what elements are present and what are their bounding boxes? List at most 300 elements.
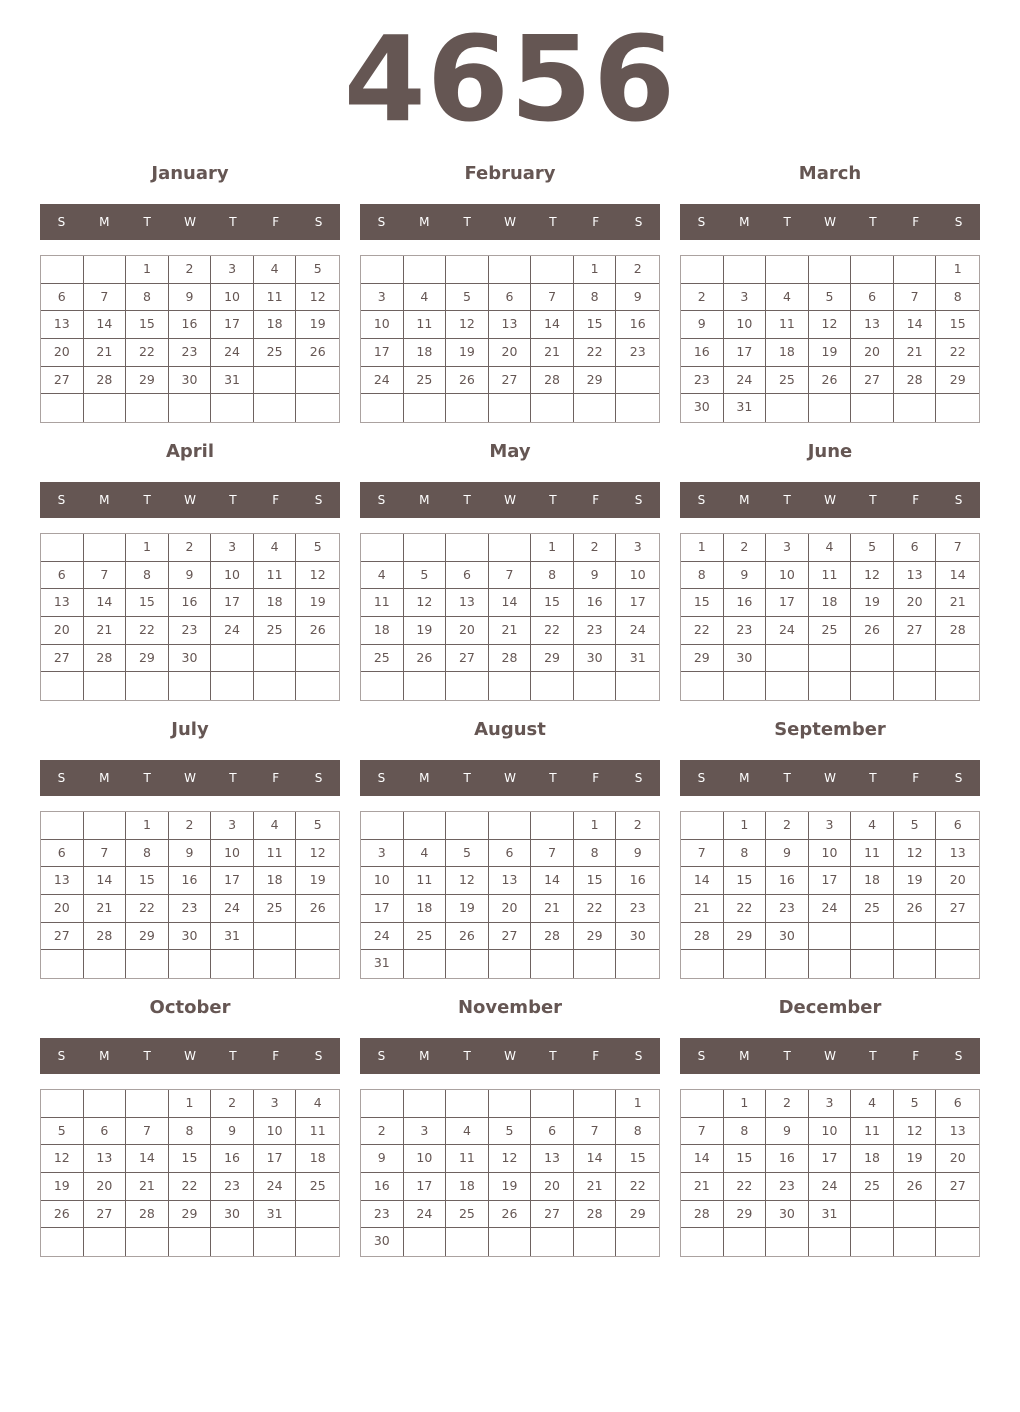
day-cell[interactable]: 8 (724, 840, 767, 868)
day-cell[interactable]: 17 (616, 589, 659, 617)
day-cell[interactable]: 2 (766, 1090, 809, 1118)
day-cell[interactable]: 2 (169, 534, 212, 562)
day-cell[interactable]: 27 (851, 367, 894, 395)
day-cell[interactable]: 25 (851, 895, 894, 923)
day-cell[interactable]: 28 (84, 367, 127, 395)
day-cell[interactable]: 5 (296, 812, 339, 840)
day-cell[interactable]: 10 (254, 1118, 297, 1146)
day-cell[interactable]: 26 (41, 1201, 84, 1229)
day-cell[interactable]: 26 (296, 617, 339, 645)
day-cell[interactable]: 22 (724, 895, 767, 923)
day-cell[interactable]: 12 (894, 1118, 937, 1146)
day-cell[interactable]: 28 (489, 645, 532, 673)
day-cell[interactable]: 10 (809, 840, 852, 868)
day-cell[interactable]: 15 (681, 589, 724, 617)
day-cell[interactable]: 8 (574, 284, 617, 312)
day-cell[interactable]: 2 (616, 812, 659, 840)
day-cell[interactable]: 29 (126, 367, 169, 395)
day-cell[interactable]: 30 (766, 1201, 809, 1229)
day-cell[interactable]: 23 (211, 1173, 254, 1201)
day-cell[interactable]: 26 (489, 1201, 532, 1229)
day-cell[interactable]: 6 (851, 284, 894, 312)
day-cell[interactable]: 20 (84, 1173, 127, 1201)
day-cell[interactable]: 7 (84, 284, 127, 312)
day-cell[interactable]: 26 (296, 339, 339, 367)
day-cell[interactable]: 21 (531, 895, 574, 923)
day-cell[interactable]: 17 (809, 1145, 852, 1173)
day-cell[interactable]: 25 (254, 617, 297, 645)
day-cell[interactable]: 17 (766, 589, 809, 617)
day-cell[interactable]: 12 (809, 311, 852, 339)
day-cell[interactable]: 19 (296, 589, 339, 617)
day-cell[interactable]: 1 (616, 1090, 659, 1118)
day-cell[interactable]: 9 (169, 562, 212, 590)
day-cell[interactable]: 4 (851, 1090, 894, 1118)
day-cell[interactable]: 7 (84, 840, 127, 868)
day-cell[interactable]: 29 (724, 1201, 767, 1229)
day-cell[interactable]: 24 (809, 895, 852, 923)
day-cell[interactable]: 17 (211, 867, 254, 895)
day-cell[interactable]: 9 (169, 284, 212, 312)
day-cell[interactable]: 8 (616, 1118, 659, 1146)
day-cell[interactable]: 13 (41, 589, 84, 617)
day-cell[interactable]: 3 (404, 1118, 447, 1146)
day-cell[interactable]: 5 (809, 284, 852, 312)
day-cell[interactable]: 22 (936, 339, 979, 367)
day-cell[interactable]: 1 (126, 534, 169, 562)
day-cell[interactable]: 24 (211, 895, 254, 923)
day-cell[interactable]: 11 (404, 867, 447, 895)
day-cell[interactable]: 11 (254, 840, 297, 868)
day-cell[interactable]: 18 (296, 1145, 339, 1173)
day-cell[interactable]: 16 (169, 589, 212, 617)
day-cell[interactable]: 1 (681, 534, 724, 562)
day-cell[interactable]: 16 (724, 589, 767, 617)
day-cell[interactable]: 11 (361, 589, 404, 617)
day-cell[interactable]: 27 (41, 367, 84, 395)
day-cell[interactable]: 10 (361, 311, 404, 339)
day-cell[interactable]: 19 (296, 311, 339, 339)
day-cell[interactable]: 5 (404, 562, 447, 590)
day-cell[interactable]: 10 (211, 284, 254, 312)
day-cell[interactable]: 30 (574, 645, 617, 673)
day-cell[interactable]: 24 (361, 367, 404, 395)
day-cell[interactable]: 24 (211, 617, 254, 645)
day-cell[interactable]: 15 (616, 1145, 659, 1173)
day-cell[interactable]: 1 (126, 256, 169, 284)
day-cell[interactable]: 12 (489, 1145, 532, 1173)
day-cell[interactable]: 9 (211, 1118, 254, 1146)
day-cell[interactable]: 8 (126, 562, 169, 590)
day-cell[interactable]: 30 (361, 1228, 404, 1256)
day-cell[interactable]: 12 (894, 840, 937, 868)
day-cell[interactable]: 31 (211, 923, 254, 951)
day-cell[interactable]: 28 (936, 617, 979, 645)
day-cell[interactable]: 2 (724, 534, 767, 562)
day-cell[interactable]: 11 (809, 562, 852, 590)
day-cell[interactable]: 16 (169, 311, 212, 339)
day-cell[interactable]: 7 (84, 562, 127, 590)
day-cell[interactable]: 9 (766, 1118, 809, 1146)
day-cell[interactable]: 3 (361, 284, 404, 312)
day-cell[interactable]: 10 (211, 562, 254, 590)
day-cell[interactable]: 4 (254, 256, 297, 284)
day-cell[interactable]: 30 (616, 923, 659, 951)
day-cell[interactable]: 30 (169, 923, 212, 951)
day-cell[interactable]: 6 (489, 840, 532, 868)
day-cell[interactable]: 16 (766, 867, 809, 895)
day-cell[interactable]: 18 (446, 1173, 489, 1201)
day-cell[interactable]: 23 (574, 617, 617, 645)
day-cell[interactable]: 14 (531, 867, 574, 895)
day-cell[interactable]: 29 (681, 645, 724, 673)
day-cell[interactable]: 13 (446, 589, 489, 617)
day-cell[interactable]: 12 (296, 562, 339, 590)
day-cell[interactable]: 24 (616, 617, 659, 645)
day-cell[interactable]: 28 (681, 1201, 724, 1229)
day-cell[interactable]: 6 (489, 284, 532, 312)
day-cell[interactable]: 2 (169, 812, 212, 840)
day-cell[interactable]: 16 (616, 867, 659, 895)
day-cell[interactable]: 21 (681, 895, 724, 923)
day-cell[interactable]: 20 (446, 617, 489, 645)
day-cell[interactable]: 13 (41, 867, 84, 895)
day-cell[interactable]: 28 (894, 367, 937, 395)
day-cell[interactable]: 20 (41, 617, 84, 645)
day-cell[interactable]: 2 (574, 534, 617, 562)
day-cell[interactable]: 15 (724, 867, 767, 895)
day-cell[interactable]: 3 (211, 812, 254, 840)
day-cell[interactable]: 14 (531, 311, 574, 339)
day-cell[interactable]: 25 (361, 645, 404, 673)
day-cell[interactable]: 29 (126, 923, 169, 951)
day-cell[interactable]: 18 (809, 589, 852, 617)
day-cell[interactable]: 19 (894, 1145, 937, 1173)
day-cell[interactable]: 2 (766, 812, 809, 840)
day-cell[interactable]: 20 (936, 867, 979, 895)
day-cell[interactable]: 5 (894, 812, 937, 840)
day-cell[interactable]: 12 (404, 589, 447, 617)
day-cell[interactable]: 20 (489, 339, 532, 367)
day-cell[interactable]: 28 (126, 1201, 169, 1229)
day-cell[interactable]: 22 (724, 1173, 767, 1201)
day-cell[interactable]: 26 (446, 923, 489, 951)
day-cell[interactable]: 17 (211, 311, 254, 339)
day-cell[interactable]: 30 (211, 1201, 254, 1229)
day-cell[interactable]: 29 (724, 923, 767, 951)
day-cell[interactable]: 16 (616, 311, 659, 339)
day-cell[interactable]: 3 (809, 812, 852, 840)
day-cell[interactable]: 25 (254, 339, 297, 367)
day-cell[interactable]: 25 (766, 367, 809, 395)
day-cell[interactable]: 9 (169, 840, 212, 868)
day-cell[interactable]: 24 (254, 1173, 297, 1201)
day-cell[interactable]: 26 (809, 367, 852, 395)
day-cell[interactable]: 25 (404, 923, 447, 951)
day-cell[interactable]: 25 (296, 1173, 339, 1201)
day-cell[interactable]: 8 (126, 840, 169, 868)
day-cell[interactable]: 22 (169, 1173, 212, 1201)
day-cell[interactable]: 29 (531, 645, 574, 673)
day-cell[interactable]: 22 (574, 339, 617, 367)
day-cell[interactable]: 19 (41, 1173, 84, 1201)
day-cell[interactable]: 11 (851, 1118, 894, 1146)
day-cell[interactable]: 17 (361, 339, 404, 367)
day-cell[interactable]: 2 (616, 256, 659, 284)
day-cell[interactable]: 22 (681, 617, 724, 645)
day-cell[interactable]: 10 (766, 562, 809, 590)
day-cell[interactable]: 1 (724, 812, 767, 840)
day-cell[interactable]: 17 (404, 1173, 447, 1201)
day-cell[interactable]: 4 (809, 534, 852, 562)
day-cell[interactable]: 18 (851, 1145, 894, 1173)
day-cell[interactable]: 23 (681, 367, 724, 395)
day-cell[interactable]: 28 (531, 923, 574, 951)
day-cell[interactable]: 23 (361, 1201, 404, 1229)
day-cell[interactable]: 3 (724, 284, 767, 312)
day-cell[interactable]: 3 (361, 840, 404, 868)
day-cell[interactable]: 5 (296, 534, 339, 562)
day-cell[interactable]: 17 (724, 339, 767, 367)
day-cell[interactable]: 12 (446, 311, 489, 339)
day-cell[interactable]: 18 (254, 589, 297, 617)
day-cell[interactable]: 14 (681, 867, 724, 895)
day-cell[interactable]: 30 (766, 923, 809, 951)
day-cell[interactable]: 17 (809, 867, 852, 895)
day-cell[interactable]: 6 (894, 534, 937, 562)
day-cell[interactable]: 23 (724, 617, 767, 645)
day-cell[interactable]: 19 (851, 589, 894, 617)
day-cell[interactable]: 14 (84, 589, 127, 617)
day-cell[interactable]: 7 (681, 1118, 724, 1146)
day-cell[interactable]: 6 (84, 1118, 127, 1146)
day-cell[interactable]: 26 (446, 367, 489, 395)
day-cell[interactable]: 7 (894, 284, 937, 312)
day-cell[interactable]: 28 (574, 1201, 617, 1229)
day-cell[interactable]: 2 (681, 284, 724, 312)
day-cell[interactable]: 29 (126, 645, 169, 673)
day-cell[interactable]: 1 (531, 534, 574, 562)
day-cell[interactable]: 4 (404, 284, 447, 312)
day-cell[interactable]: 3 (616, 534, 659, 562)
day-cell[interactable]: 11 (404, 311, 447, 339)
day-cell[interactable]: 13 (936, 840, 979, 868)
day-cell[interactable]: 17 (211, 589, 254, 617)
day-cell[interactable]: 20 (41, 895, 84, 923)
day-cell[interactable]: 22 (126, 895, 169, 923)
day-cell[interactable]: 27 (41, 645, 84, 673)
day-cell[interactable]: 14 (489, 589, 532, 617)
day-cell[interactable]: 19 (446, 895, 489, 923)
day-cell[interactable]: 28 (84, 923, 127, 951)
day-cell[interactable]: 24 (724, 367, 767, 395)
day-cell[interactable]: 7 (531, 840, 574, 868)
day-cell[interactable]: 8 (724, 1118, 767, 1146)
day-cell[interactable]: 31 (211, 367, 254, 395)
day-cell[interactable]: 6 (41, 562, 84, 590)
day-cell[interactable]: 27 (531, 1201, 574, 1229)
day-cell[interactable]: 30 (724, 645, 767, 673)
day-cell[interactable]: 5 (489, 1118, 532, 1146)
day-cell[interactable]: 18 (254, 311, 297, 339)
day-cell[interactable]: 21 (574, 1173, 617, 1201)
day-cell[interactable]: 16 (211, 1145, 254, 1173)
day-cell[interactable]: 20 (894, 589, 937, 617)
day-cell[interactable]: 20 (936, 1145, 979, 1173)
day-cell[interactable]: 12 (446, 867, 489, 895)
day-cell[interactable]: 4 (446, 1118, 489, 1146)
day-cell[interactable]: 15 (126, 867, 169, 895)
day-cell[interactable]: 6 (41, 840, 84, 868)
day-cell[interactable]: 21 (936, 589, 979, 617)
day-cell[interactable]: 31 (724, 394, 767, 422)
day-cell[interactable]: 9 (766, 840, 809, 868)
day-cell[interactable]: 27 (489, 367, 532, 395)
day-cell[interactable]: 13 (894, 562, 937, 590)
day-cell[interactable]: 9 (681, 311, 724, 339)
day-cell[interactable]: 9 (574, 562, 617, 590)
day-cell[interactable]: 1 (574, 812, 617, 840)
day-cell[interactable]: 26 (894, 1173, 937, 1201)
day-cell[interactable]: 8 (574, 840, 617, 868)
day-cell[interactable]: 11 (254, 562, 297, 590)
day-cell[interactable]: 18 (766, 339, 809, 367)
day-cell[interactable]: 22 (126, 617, 169, 645)
day-cell[interactable]: 19 (404, 617, 447, 645)
day-cell[interactable]: 24 (809, 1173, 852, 1201)
day-cell[interactable]: 6 (936, 1090, 979, 1118)
day-cell[interactable]: 25 (254, 895, 297, 923)
day-cell[interactable]: 26 (894, 895, 937, 923)
day-cell[interactable]: 21 (84, 339, 127, 367)
day-cell[interactable]: 14 (574, 1145, 617, 1173)
day-cell[interactable]: 27 (41, 923, 84, 951)
day-cell[interactable]: 1 (574, 256, 617, 284)
day-cell[interactable]: 20 (489, 895, 532, 923)
day-cell[interactable]: 16 (766, 1145, 809, 1173)
day-cell[interactable]: 29 (574, 367, 617, 395)
day-cell[interactable]: 5 (446, 840, 489, 868)
day-cell[interactable]: 12 (296, 840, 339, 868)
day-cell[interactable]: 20 (531, 1173, 574, 1201)
day-cell[interactable]: 3 (254, 1090, 297, 1118)
day-cell[interactable]: 22 (126, 339, 169, 367)
day-cell[interactable]: 5 (41, 1118, 84, 1146)
day-cell[interactable]: 14 (126, 1145, 169, 1173)
day-cell[interactable]: 10 (404, 1145, 447, 1173)
day-cell[interactable]: 4 (254, 534, 297, 562)
day-cell[interactable]: 11 (446, 1145, 489, 1173)
day-cell[interactable]: 31 (254, 1201, 297, 1229)
day-cell[interactable]: 17 (254, 1145, 297, 1173)
day-cell[interactable]: 19 (894, 867, 937, 895)
day-cell[interactable]: 5 (296, 256, 339, 284)
day-cell[interactable]: 21 (126, 1173, 169, 1201)
day-cell[interactable]: 6 (41, 284, 84, 312)
day-cell[interactable]: 27 (489, 923, 532, 951)
day-cell[interactable]: 6 (531, 1118, 574, 1146)
day-cell[interactable]: 29 (574, 923, 617, 951)
day-cell[interactable]: 3 (211, 534, 254, 562)
day-cell[interactable]: 14 (681, 1145, 724, 1173)
day-cell[interactable]: 1 (936, 256, 979, 284)
day-cell[interactable]: 21 (489, 617, 532, 645)
day-cell[interactable]: 22 (574, 895, 617, 923)
day-cell[interactable]: 28 (531, 367, 574, 395)
day-cell[interactable]: 4 (404, 840, 447, 868)
day-cell[interactable]: 21 (894, 339, 937, 367)
day-cell[interactable]: 3 (809, 1090, 852, 1118)
day-cell[interactable]: 16 (169, 867, 212, 895)
day-cell[interactable]: 7 (681, 840, 724, 868)
day-cell[interactable]: 31 (616, 645, 659, 673)
day-cell[interactable]: 21 (84, 895, 127, 923)
day-cell[interactable]: 2 (361, 1118, 404, 1146)
day-cell[interactable]: 13 (489, 867, 532, 895)
day-cell[interactable]: 6 (446, 562, 489, 590)
day-cell[interactable]: 8 (936, 284, 979, 312)
day-cell[interactable]: 19 (446, 339, 489, 367)
day-cell[interactable]: 30 (169, 367, 212, 395)
day-cell[interactable]: 4 (361, 562, 404, 590)
day-cell[interactable]: 18 (404, 895, 447, 923)
day-cell[interactable]: 26 (851, 617, 894, 645)
day-cell[interactable]: 21 (681, 1173, 724, 1201)
day-cell[interactable]: 22 (531, 617, 574, 645)
day-cell[interactable]: 9 (616, 284, 659, 312)
day-cell[interactable]: 21 (84, 617, 127, 645)
day-cell[interactable]: 15 (531, 589, 574, 617)
day-cell[interactable]: 27 (894, 617, 937, 645)
day-cell[interactable]: 28 (681, 923, 724, 951)
day-cell[interactable]: 30 (169, 645, 212, 673)
day-cell[interactable]: 27 (936, 895, 979, 923)
day-cell[interactable]: 28 (84, 645, 127, 673)
day-cell[interactable]: 15 (936, 311, 979, 339)
day-cell[interactable]: 19 (296, 867, 339, 895)
day-cell[interactable]: 16 (361, 1173, 404, 1201)
day-cell[interactable]: 22 (616, 1173, 659, 1201)
day-cell[interactable]: 19 (489, 1173, 532, 1201)
day-cell[interactable]: 29 (169, 1201, 212, 1229)
day-cell[interactable]: 30 (681, 394, 724, 422)
day-cell[interactable]: 13 (936, 1118, 979, 1146)
day-cell[interactable]: 18 (851, 867, 894, 895)
day-cell[interactable]: 1 (169, 1090, 212, 1118)
day-cell[interactable]: 27 (84, 1201, 127, 1229)
day-cell[interactable]: 15 (169, 1145, 212, 1173)
day-cell[interactable]: 15 (126, 589, 169, 617)
day-cell[interactable]: 13 (41, 311, 84, 339)
day-cell[interactable]: 24 (211, 339, 254, 367)
day-cell[interactable]: 7 (936, 534, 979, 562)
day-cell[interactable]: 18 (404, 339, 447, 367)
day-cell[interactable]: 4 (254, 812, 297, 840)
day-cell[interactable]: 14 (936, 562, 979, 590)
day-cell[interactable]: 6 (936, 812, 979, 840)
day-cell[interactable]: 23 (169, 339, 212, 367)
day-cell[interactable]: 2 (169, 256, 212, 284)
day-cell[interactable]: 23 (616, 339, 659, 367)
day-cell[interactable]: 13 (489, 311, 532, 339)
day-cell[interactable]: 13 (84, 1145, 127, 1173)
day-cell[interactable]: 17 (361, 895, 404, 923)
day-cell[interactable]: 8 (531, 562, 574, 590)
day-cell[interactable]: 24 (766, 617, 809, 645)
day-cell[interactable]: 23 (169, 617, 212, 645)
day-cell[interactable]: 8 (681, 562, 724, 590)
day-cell[interactable]: 25 (446, 1201, 489, 1229)
